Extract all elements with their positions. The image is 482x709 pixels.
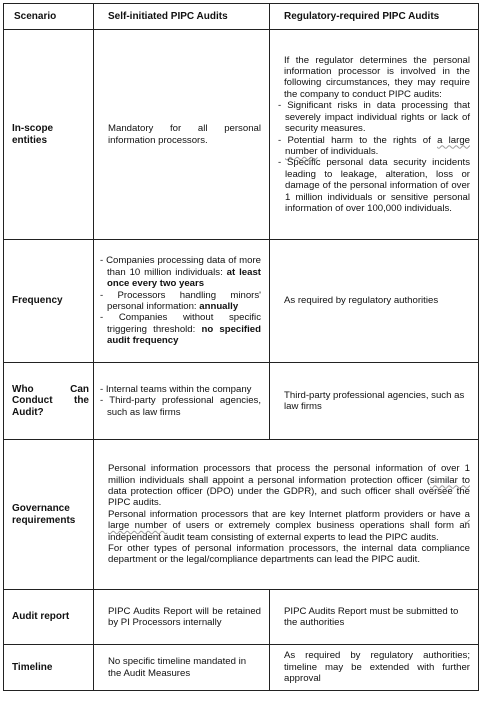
- report-self-cell: PIPC Audits Report will be retained by PI Processors internally: [94, 590, 270, 645]
- who-item: - Internal teams within the company: [100, 384, 261, 395]
- row-who-can-conduct: [4, 363, 479, 440]
- header-scenario: Scenario: [4, 4, 94, 30]
- grammar-mark: a large number: [108, 508, 470, 532]
- who-regulatory-cell: Third-party professional agencies, such as law firms: [270, 363, 479, 440]
- pipc-audit-comparison-table: [3, 3, 479, 691]
- inscope-reg-item: - Specific personal data security incidents leading to leakage, alteration, loss or damage of the personal information of over 1 million individuals or sensitive personal information of over 100,000 individuals.: [278, 157, 470, 214]
- governance-paragraph: Personal information processors that are key Internet platform providers or have a large number of users or extremely complex business operations shall form an independent audit team consisting of external experts to lead the PIPC audits.: [108, 508, 470, 543]
- governance-cell: [94, 440, 479, 590]
- frequency-regulatory-cell: As required by regulatory authorities: [270, 240, 479, 363]
- inscope-regulatory-cell: [270, 30, 479, 240]
- frequency-item: - Companies without specific triggering threshold: no specified audit frequency: [100, 312, 261, 346]
- label-frequency: Frequency: [4, 240, 94, 363]
- grammar-mark: similar to: [430, 474, 470, 486]
- who-self-cell: [94, 363, 270, 440]
- frequency-item: - Companies processing data of more than 10 million individuals: at least once every two years: [100, 255, 261, 289]
- frequency-self-cell: [94, 240, 270, 363]
- inscope-reg-item: - Potential harm to the rights of a large number of individuals.: [278, 135, 470, 158]
- row-timeline: [4, 645, 479, 691]
- inscope-reg-item: - Significant risks in data processing that severely impact individual rights or lack of security measures.: [278, 100, 470, 134]
- report-regulatory-cell: PIPC Audits Report must be submitted to the authorities: [270, 590, 479, 645]
- header-self-initiated: Self-initiated PIPC Audits: [94, 4, 270, 30]
- label-audit-report: Audit report: [4, 590, 94, 645]
- row-governance-requirements: [4, 440, 479, 590]
- row-frequency: [4, 240, 479, 363]
- governance-paragraph: Personal information processors that process the personal information of over 1 million individuals shall appoint a personal information protection officer (similar to data protection officer (DPO) under the GDPR), and such officer shall oversee the PIPC audits.: [108, 463, 470, 509]
- inscope-reg-intro: If the regulator determines the personal information processor is involved in the following circumstances, they may require the company to conduct PIPC audits:: [284, 54, 470, 100]
- label-timeline: Timeline: [4, 645, 94, 691]
- frequency-item: - Processors handling minors' personal information: annually: [100, 290, 261, 313]
- header-row: [4, 4, 479, 30]
- row-audit-report: [4, 590, 479, 645]
- timeline-regulatory-cell: As required by regulatory authorities; timeline may be extended with further approval: [270, 645, 479, 691]
- label-who-can-conduct: Who Can Conduct the Audit?: [4, 363, 94, 440]
- row-in-scope-entities: [4, 30, 479, 240]
- timeline-self-cell: No specific timeline mandated in the Audit Measures: [94, 645, 270, 691]
- governance-paragraph: For other types of personal information processors, the internal data compliance department or the legal/compliance departments can lead the PIPC audit.: [108, 543, 470, 566]
- label-in-scope-entities: In-scope entities: [4, 30, 94, 240]
- header-regulatory-required: Regulatory-required PIPC Audits: [270, 4, 479, 30]
- grammar-mark: a large number: [285, 134, 470, 157]
- who-item: - Third-party professional agencies, such as law firms: [100, 395, 261, 418]
- inscope-self-cell: Mandatory for all personal information processors.: [94, 30, 270, 240]
- label-governance-requirements: Governance requirements: [4, 440, 94, 590]
